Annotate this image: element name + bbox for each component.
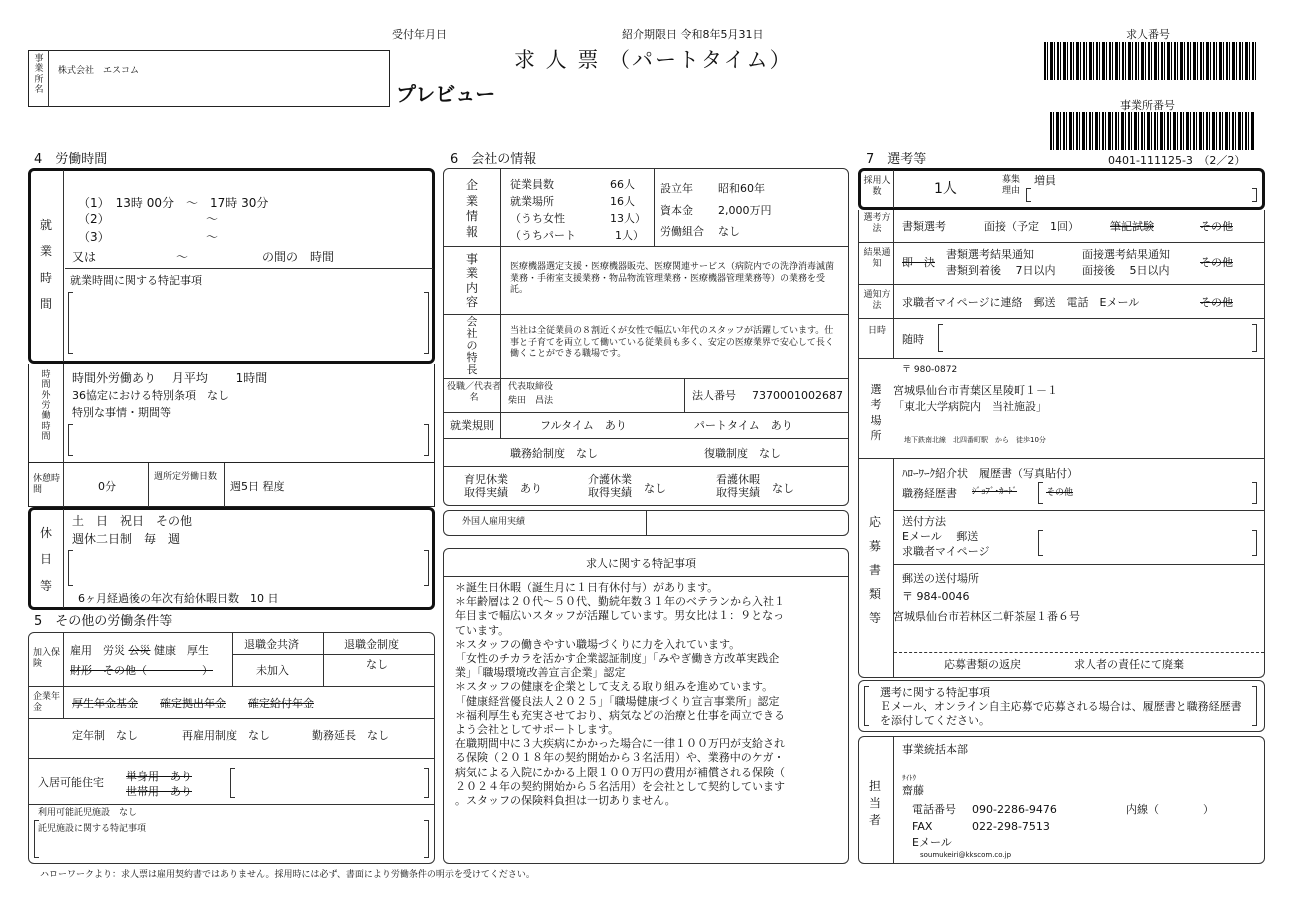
retire-mutual-label: 退職金共済 — [244, 638, 299, 651]
work-hours-row3: （3） — [78, 230, 110, 244]
part-value: 1人） — [615, 229, 644, 242]
section6-heading: 6 会社の情報 — [450, 152, 537, 167]
section5-heading: 5 その他の労働条件等 — [34, 614, 173, 629]
job-special-line: よう会社としてサポートします。 — [455, 723, 620, 737]
method-1: 書類選考 — [902, 220, 946, 233]
feature-content: 当社は全従業員の８割近くが女性で幅広い年代のスタッフが活躍しています。仕事と子育てを両立して働いている従業員も多く、安定の医療業界で安心して長く働くことができる職場です。 — [510, 326, 834, 360]
job-special-line: ＊スタッフの働きやすい職場づくりに力を入れています。 — [455, 637, 741, 651]
hire-box — [858, 168, 1265, 210]
part-label: （うちパート — [510, 229, 576, 242]
selection-special-text: Ｅメール、オンライン自主応募で応募される場合は、履歴書と職務経歴書を添付してください。 — [880, 700, 1242, 728]
reason-value: 増員 — [1034, 174, 1056, 187]
job-special-line: 「健康経営優良法人２０２５」「職場健康づくり宣言事業所」認定 — [455, 694, 780, 708]
selection-place-label: 選考場所 — [870, 383, 882, 443]
employees-label: 従業員数 — [510, 178, 554, 191]
job-number-barcode — [1044, 42, 1256, 80]
reinstatement: 復職制度 なし — [704, 447, 781, 460]
notify-other: その他 — [1200, 296, 1233, 309]
result-doc-value: 書類到着後 7日以内 — [946, 264, 1056, 277]
method-4: その他 — [1200, 220, 1233, 233]
corporate-number-label: 法人番号 — [692, 389, 736, 402]
job-special-line: ＊誕生日休暇（誕生月に１日有休付与）があります。 — [455, 581, 719, 594]
job-special-text — [455, 581, 845, 808]
overtime-label: 時間外労働時間 — [41, 370, 51, 443]
holiday-label: 休日等 — [39, 526, 52, 593]
mail-place-label: 郵送の送付場所 — [902, 572, 979, 585]
housing-single: 単身用 あり — [126, 770, 192, 783]
nursing-leave-label: 介護休業取得実績 — [588, 473, 632, 500]
job-special-line: ２０２４年の契約開始から５名活用）を会社として契約しています — [455, 779, 785, 793]
union-value: なし — [718, 225, 740, 238]
capital-label: 資本金 — [660, 204, 693, 217]
documents-jobcard: ｼﾞｮﾌﾞ･ｶｰﾄﾞ — [972, 487, 1018, 497]
retire-system-value: なし — [366, 658, 388, 671]
foreign-employment-label: 外国人雇用実績 — [462, 517, 526, 527]
rules-label: 就業規則 — [450, 419, 494, 432]
fax-label: FAX — [912, 820, 933, 833]
job-special-line: 業」「職場環境改善宣言企業」認定 — [455, 666, 626, 680]
documents-line1: ﾊﾛｰﾜｰｸ紹介状 履歴書（写真貼付） — [902, 467, 1078, 480]
extension-label: 内線（ ） — [1126, 803, 1214, 816]
representative-label: 役職／代表者名 — [447, 382, 502, 403]
contact-furigana: ｻｲﾄｳ — [902, 774, 916, 782]
return-label: 応募書類の返戻 — [944, 658, 1021, 671]
result-doc: 書類選考結果通知 — [946, 248, 1034, 261]
representative-title: 代表取締役 — [508, 382, 554, 392]
method-2: 面接（予定 1回） — [984, 220, 1079, 233]
days-label: 週所定労働日数 — [154, 472, 218, 482]
childcare-leave: あり — [520, 482, 542, 495]
mail-zip: 〒 984-0046 — [902, 590, 970, 603]
housing-family: 世帯用 あり — [126, 785, 192, 798]
insurance-line1: 雇用 労災 公災 健康 厚生 — [70, 644, 209, 657]
result-interview-value: 面接後 5日以内 — [1082, 264, 1170, 277]
overtime-line: 時間外労働あり 月平均 1時間 — [72, 371, 268, 385]
hire-count: 1人 — [934, 181, 957, 197]
insurance-line2: 財形 その他（ ） — [70, 664, 213, 677]
women-value: 13人） — [610, 212, 646, 225]
care-leave-label: 看護休暇取得実績 — [716, 473, 760, 500]
company-name: 株式会社 エスコム — [58, 66, 140, 76]
tel-label: 電話番号 — [912, 803, 956, 816]
corporate-number: 7370001002687 — [752, 389, 843, 402]
date-value: 随時 — [902, 333, 924, 346]
reason-label: 募集理由 — [1001, 175, 1020, 196]
business-label: 事業内容 — [465, 252, 478, 310]
received-date-label: 受付年月日 — [392, 28, 447, 41]
duty-wage: 職務給制度 なし — [510, 447, 598, 460]
workplace-value: 16人 — [610, 195, 635, 208]
page-title: 求 人 票 （パートタイム） — [514, 48, 793, 72]
housing-label: 入居可能住宅 — [38, 776, 104, 789]
referral-deadline: 紹介期限日 令和8年5月31日 — [622, 28, 764, 41]
employees-value: 66人 — [610, 178, 635, 191]
preview-label: プレビュー — [396, 82, 496, 106]
send-method-1: Eメール 郵送 — [902, 530, 979, 543]
method-label: 選考方法 — [863, 213, 891, 234]
work-hours-special-label: 就業時間に関する特記事項 — [70, 274, 202, 287]
rules-part: パートタイム あり — [694, 419, 793, 432]
date-label: 日時 — [867, 326, 886, 336]
business-content: 医療機器選定支援・医療機器販売、医療関連サービス（病院内での洗浄消毒滅菌業務・手術室支援業務・物品物流管理業務・医療機器管理業務等）の業務を受託。 — [510, 262, 835, 296]
work-extension: 勤務延長 なし — [312, 729, 389, 742]
job-special-line: 年目まで幅広いスタッフが活躍しています。男女比は１：９となっ — [455, 609, 785, 623]
women-label: （うち女性 — [510, 212, 565, 225]
email-label: Eメール — [912, 836, 952, 849]
holiday-days: 土 日 祝日 その他 — [72, 514, 193, 528]
section7-heading: 7 選考等 — [866, 152, 927, 167]
childcare-special-label: 託児施設に関する特記事項 — [38, 824, 147, 834]
hire-count-label: 採用人数 — [863, 176, 891, 197]
office-number-barcode — [1050, 112, 1254, 150]
contact-department: 事業統括本部 — [902, 743, 968, 756]
pension-label: 企業年金 — [33, 692, 61, 713]
founded-value: 昭和60年 — [718, 182, 765, 195]
rehire-system: 再雇用制度 なし — [182, 729, 270, 742]
office-name-label: 事業所名 — [34, 54, 44, 96]
result-interview: 面接選考結果通知 — [1082, 248, 1170, 261]
documents-career: 職務経歴書 — [902, 487, 957, 500]
tel-number: 090-2286-9476 — [972, 803, 1057, 816]
email-address: soumukeiri@kkscom.co.jp — [920, 851, 1012, 859]
pension-1: 厚生年金基金 — [72, 697, 138, 710]
work-hours-between: の間の 時間 — [262, 250, 335, 264]
company-info-label: 企業情報 — [465, 178, 478, 239]
fax-number: 022-298-7513 — [972, 820, 1050, 833]
retirement-age: 定年制 なし — [72, 729, 138, 742]
founded-label: 設立年 — [660, 182, 693, 195]
selection-special-label: 選考に関する特記事項 — [880, 686, 990, 699]
days-value: 週5日 程度 — [230, 480, 285, 493]
care-leave: なし — [772, 482, 794, 495]
documents-other: その他 — [1046, 488, 1074, 498]
nursing-leave: なし — [644, 482, 666, 495]
section4-heading: 4 労働時間 — [34, 152, 108, 167]
job-special-line: ています。 — [455, 623, 510, 637]
rest-value: 0分 — [98, 480, 116, 493]
work-hours-label: 就業時間 — [39, 218, 52, 312]
retire-system-label: 退職金制度 — [344, 638, 399, 651]
capital-value: 2,000万円 — [718, 204, 772, 217]
send-method-label: 送付方法 — [902, 515, 946, 528]
mail-address: 宮城県仙台市若林区二軒茶屋１番６号 — [893, 610, 1080, 623]
work-hours-or: 又は — [72, 250, 97, 264]
office-number-label: 事業所番号 — [1120, 99, 1175, 112]
rest-label: 休憩時間 — [33, 474, 61, 495]
feature-label: 会社の特長 — [466, 315, 478, 377]
job-special-line: 在職期間中に３大疾病にかかった場合に一律１００万円が支給され — [455, 737, 785, 751]
representative-name: 柴田 昌法 — [508, 396, 554, 406]
notify-methods: 求職者マイページに連絡 郵送 電話 Eメール — [902, 296, 1140, 309]
overtime-special: 特別な事情・期間等 — [72, 406, 171, 419]
selection-address2: 「東北大学病院内 当社施設」 — [893, 400, 1047, 413]
footer-note: ハローワークより：求人票は雇用契約書ではありません。採用時には必ず、書面により労働条件の明示を受けてください。 — [40, 870, 535, 880]
job-special-line: ＊スタッフの健康を企業として支える取り組みを進めています。 — [455, 680, 774, 694]
documents-label: 応募書類等 — [868, 515, 881, 625]
result-label: 結果通知 — [863, 248, 891, 269]
return-value: 求人者の責任にて廃棄 — [1074, 658, 1184, 671]
job-number-label: 求人番号 — [1126, 28, 1170, 41]
childcare-facility: 利用可能託児施設 なし — [38, 808, 138, 818]
work-hours-row2: （2） — [78, 212, 110, 226]
selection-address1: 宮城県仙台市青葉区星陵町１－１ — [893, 384, 1058, 397]
selection-access: 地下鉄南北線 北四番町駅 から 徒歩10分 — [904, 436, 1046, 444]
retire-mutual-value: 未加入 — [256, 664, 289, 677]
work-hours-row1: （1） 13時 00分 ～ 17時 30分 — [78, 196, 269, 210]
method-3: 筆記試験 — [1110, 220, 1154, 233]
contact-label: 担当者 — [868, 779, 881, 827]
job-special-line: ＊年齢層は２０代～５０代、勤続年数３１年のベテランから入社１ — [455, 595, 785, 609]
workplace-label: 就業場所 — [510, 195, 554, 208]
result-other: その他 — [1200, 256, 1233, 269]
union-label: 労働組合 — [660, 225, 704, 238]
result-immediate: 即 決 — [902, 256, 935, 269]
overtime-36: 36協定における特別条項 なし — [72, 389, 229, 402]
notify-label: 通知方法 — [863, 290, 891, 311]
childcare-leave-label: 育児休業取得実績 — [464, 473, 508, 500]
job-special-line: ＊福利厚生も充実させており、病気などの治療と仕事を両立できる — [455, 708, 785, 722]
job-special-line: 。スタッフの保険料負担は一切ありません。 — [455, 794, 676, 808]
office-number: 0401-111125-3 （2／2） — [1108, 154, 1246, 167]
send-method-2: 求職者マイページ — [902, 545, 990, 558]
office-name-box — [28, 50, 390, 107]
job-special-line: る保険（２０１８年の契約開始から３名活用）や、業務中のケガ・ — [455, 751, 785, 765]
pension-3: 確定給付年金 — [248, 697, 314, 710]
rules-full: フルタイム あり — [540, 419, 627, 432]
job-special-line: 病気による入院にかかる上限１００万円の費用が補償される保険（ — [455, 765, 785, 779]
pension-2: 確定拠出年金 — [160, 697, 226, 710]
selection-zip: 〒 980-0872 — [902, 365, 958, 375]
holiday-weekly: 週休二日制 毎 週 — [72, 532, 181, 546]
job-special-line: 「女性のチカラを活かす企業認証制度」「みやぎ働き方改革実践企 — [455, 652, 780, 666]
insurance-label: 加入保険 — [33, 648, 61, 669]
contact-name: 齋藤 — [902, 784, 924, 797]
paid-leave: 6ヶ月経過後の年次有給休暇日数 10 日 — [78, 592, 279, 605]
job-special-heading: 求人に関する特記事項 — [586, 557, 696, 570]
